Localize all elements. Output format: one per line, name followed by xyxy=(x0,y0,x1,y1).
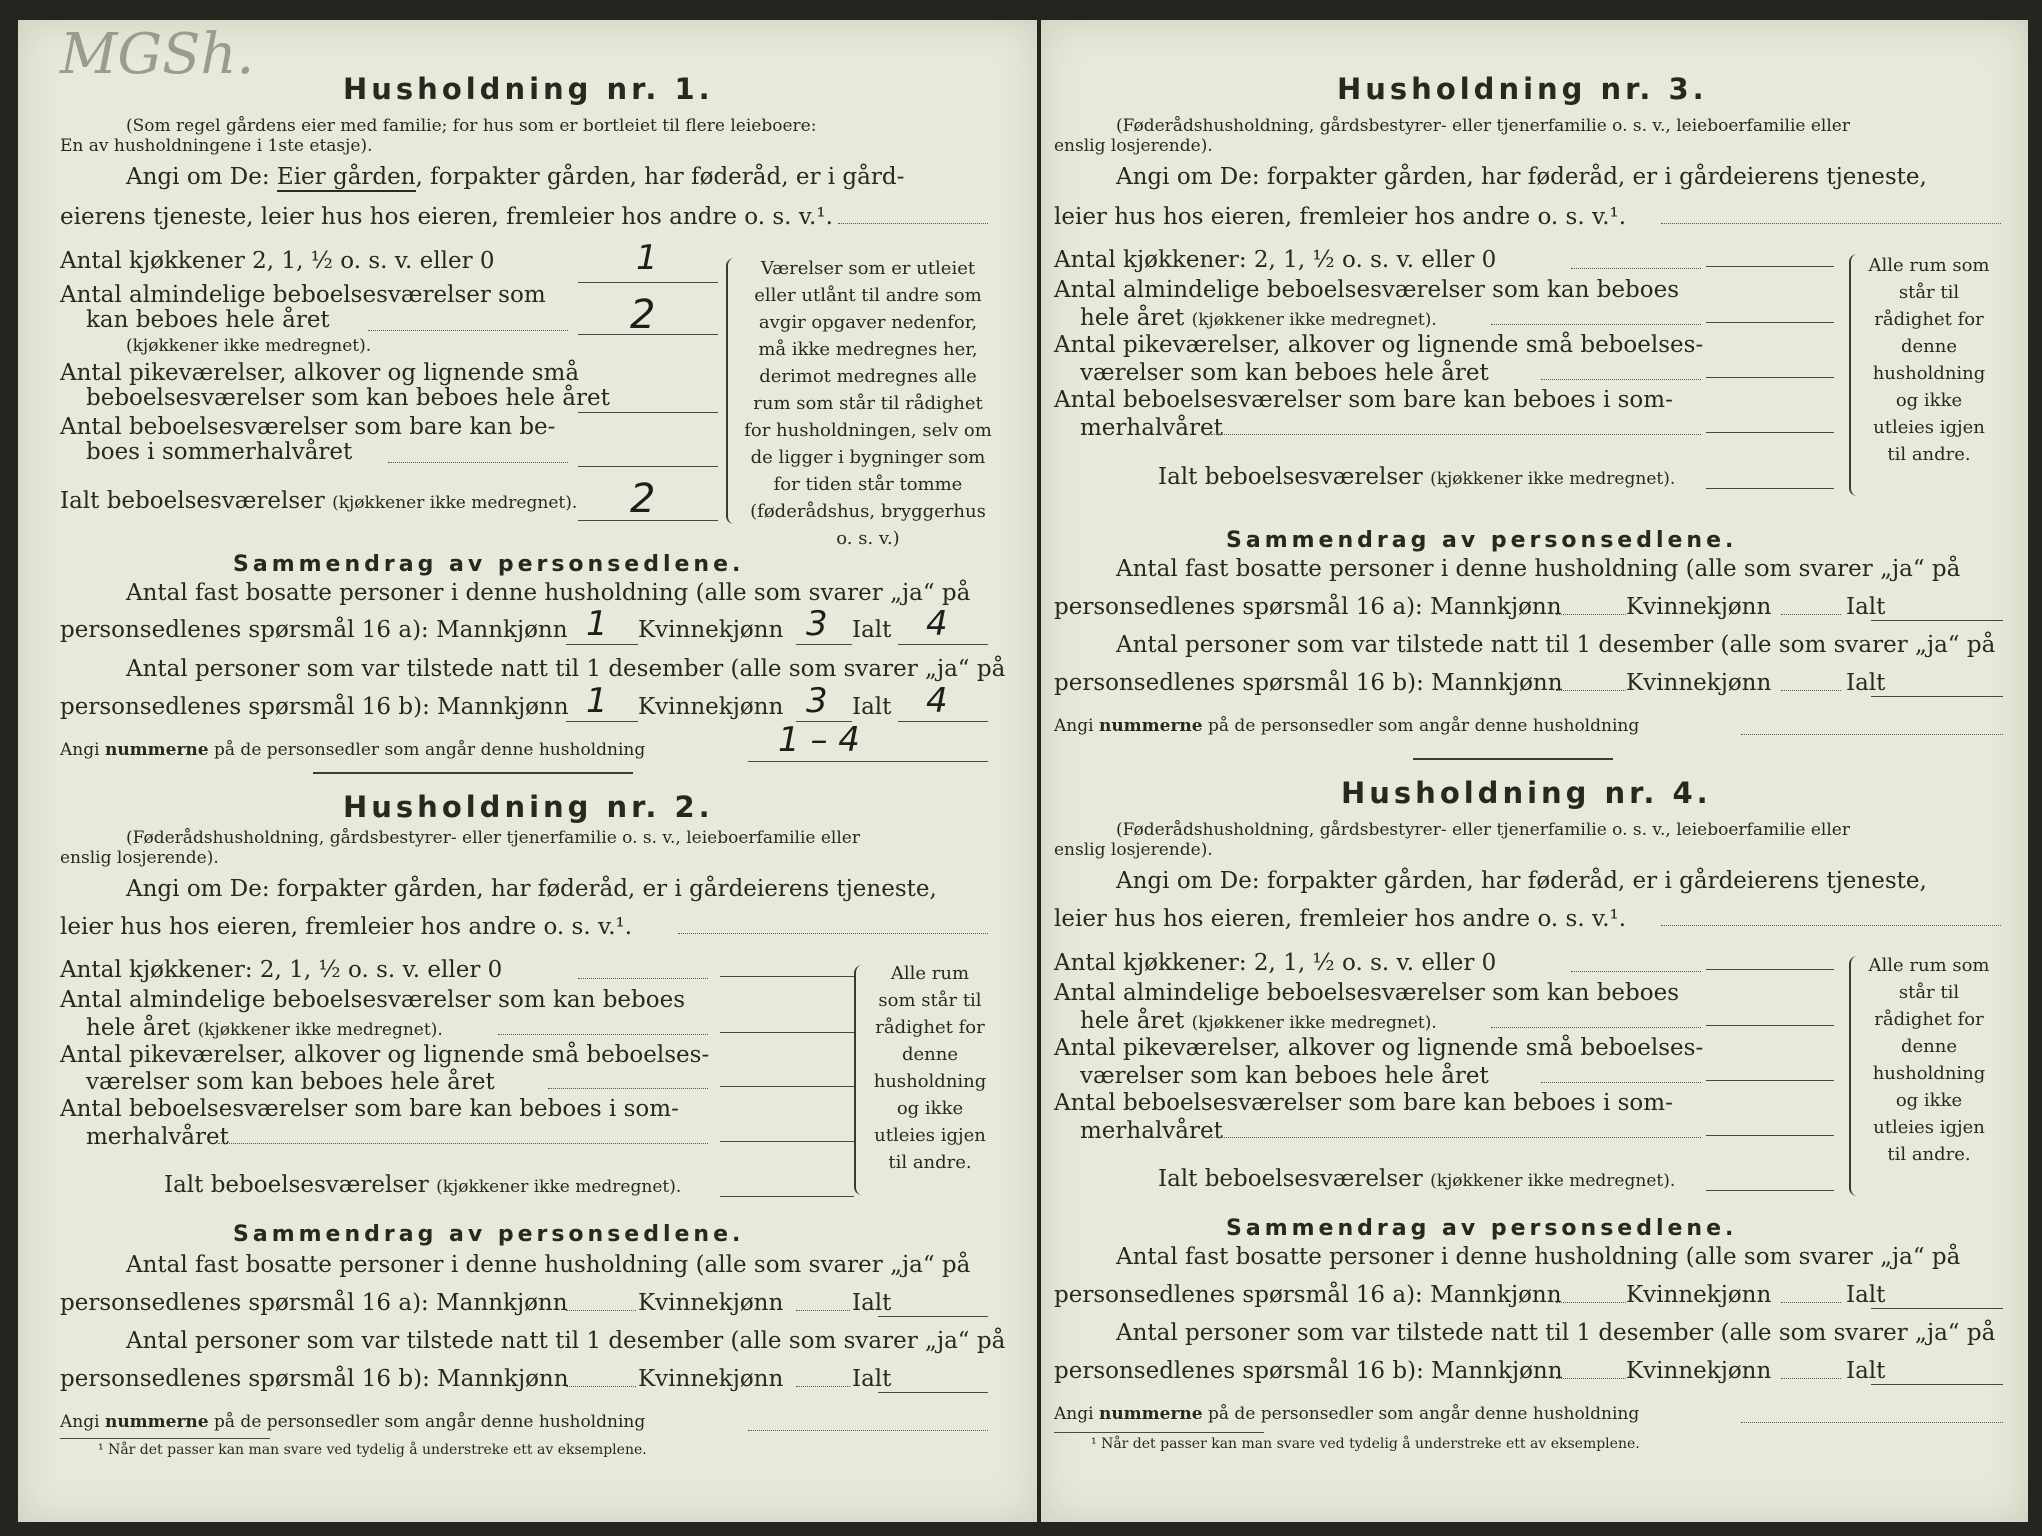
h3-separator xyxy=(1413,758,1613,760)
h1-q-rooms-3: (kjøkkener ikke medregnet). xyxy=(126,336,372,356)
h4-dots-1 xyxy=(1571,971,1701,972)
h3-line-16b-i xyxy=(1871,696,2003,697)
h4-brace-note: Alle rum som står til rådighet for denne husholdning og ikke utleies igjen til andre. xyxy=(1868,955,1990,1165)
h4-s2: personsedlenes spørsmål 16 a): Mannkjønn xyxy=(1054,1282,1562,1308)
h1-line-numbers xyxy=(748,761,988,762)
h3-line-5 xyxy=(1706,377,1834,378)
h1-s4: personsedlenes spørsmål 16 b): Mannkjønn xyxy=(60,694,569,720)
h4-line-16b-m xyxy=(1556,1378,1626,1379)
h2-s3: Antal personer som var tilstede natt til 1 desember (alle som svarer „ja“ på xyxy=(126,1328,1006,1354)
h2-dots-3 xyxy=(498,1034,708,1035)
h3-s2-ialt: Ialt xyxy=(1846,594,1886,620)
h2-foot-rule xyxy=(60,1438,270,1439)
h1-s2-label: personsedlenes spørsmål 16 a): Mannkjønn xyxy=(60,617,568,643)
h2-line-16b-i xyxy=(878,1392,988,1393)
h1-q-kitchen: Antal kjøkkener 2, 1, ½ o. s. v. eller 0 xyxy=(60,248,495,274)
h1-answer-total: 2 xyxy=(630,476,656,522)
h4-num-b: nummerne xyxy=(1098,1404,1203,1424)
h4-s2-kv: Kvinnekjønn xyxy=(1626,1282,1772,1308)
h2-angi-2: leier hus hos eieren, fremleier hos andre o. s. v.¹. xyxy=(60,914,633,940)
h3-summary-title: Sammendrag av personsedlene. xyxy=(1226,528,1738,553)
h4-num-c: på de personsedler som angår denne husholdning xyxy=(1208,1404,1640,1424)
h4-s2-ialt: Ialt xyxy=(1846,1282,1886,1308)
h2-title: Husholdning nr. 2. xyxy=(343,790,714,824)
h3-line-16a-k xyxy=(1781,614,1841,615)
h2-s2-ialt: Ialt xyxy=(852,1290,892,1316)
h1-dots-summer xyxy=(388,462,568,463)
h3-q3 xyxy=(1080,305,1437,331)
h1-s4-kv: Kvinnekjønn xyxy=(638,694,784,720)
h4-q3-b: (kjøkkener ikke medregnet). xyxy=(1191,1013,1437,1033)
h2-dots-7 xyxy=(218,1143,708,1144)
h4-q8-b: (kjøkkener ikke medregnet). xyxy=(1430,1171,1676,1191)
h4-title: Husholdning nr. 4. xyxy=(1341,776,1712,810)
h3-q3-b: (kjøkkener ikke medregnet). xyxy=(1191,310,1437,330)
h4-line-numbers xyxy=(1741,1422,2003,1423)
h1-angi-label: Angi om De: xyxy=(126,164,270,190)
h2-num-b: nummerne xyxy=(104,1412,209,1432)
h3-brace xyxy=(1849,254,1865,496)
h2-summary-title: Sammendrag av personsedlene. xyxy=(233,1222,745,1247)
h1-angi-answer: Eier gården xyxy=(276,164,416,190)
h3-q4: Antal pikeværelser, alkover og lignende små beboelses- xyxy=(1054,332,1704,358)
h2-s1: Antal fast bosatte personer i denne husholdning (alle som svarer „ja“ på xyxy=(126,1252,971,1278)
h3-s4-kv: Kvinnekjønn xyxy=(1626,670,1772,696)
h3-s3: Antal personer som var tilstede natt til 1 desember (alle som svarer „ja“ på xyxy=(1116,632,1996,658)
h3-numbers xyxy=(1054,716,1639,737)
h4-s4-ialt: Ialt xyxy=(1846,1358,1886,1384)
h1-dots-rooms xyxy=(368,330,568,331)
h1-num-b: nummerne xyxy=(104,740,209,760)
h3-s2: personsedlenes spørsmål 16 a): Mannkjønn xyxy=(1054,594,1562,620)
h4-dots-5 xyxy=(1541,1082,1701,1083)
h4-line-7 xyxy=(1706,1135,1834,1136)
h2-line-16b-k xyxy=(796,1386,850,1387)
h3-angi-2: leier hus hos eieren, fremleier hos andre o. s. v.¹. xyxy=(1054,204,1627,230)
h2-line-16b-m xyxy=(566,1386,636,1387)
h3-num-b: nummerne xyxy=(1098,716,1203,736)
h1-answer-16b-i: 4 xyxy=(926,681,948,721)
h3-line-16b-m xyxy=(1556,690,1626,691)
h4-q7: merhalvåret xyxy=(1080,1118,1223,1144)
h3-q6: Antal beboelsesværelser som bare kan beboes i som- xyxy=(1054,387,1673,413)
h4-angi-2: leier hus hos eieren, fremleier hos andre o. s. v.¹. xyxy=(1054,906,1627,932)
h1-s4-ialt: Ialt xyxy=(852,694,892,720)
h2-num-c: på de personsedler som angår denne husholdning xyxy=(214,1412,646,1432)
h4-q6: Antal beboelsesværelser som bare kan beboes i som- xyxy=(1054,1090,1673,1116)
h3-angi-dots xyxy=(1661,223,2001,224)
h2-q3 xyxy=(86,1015,443,1041)
h4-dots-3 xyxy=(1491,1027,1701,1028)
h3-q7: merhalvåret xyxy=(1080,415,1223,441)
h2-footnote: ¹ Når det passer kan man svare ved tydelig å understreke ett av eksemplene. xyxy=(98,1442,647,1458)
h3-s4-ialt: Ialt xyxy=(1846,670,1886,696)
h1-line-16a-k xyxy=(796,644,852,645)
h2-line-16a-m xyxy=(566,1310,636,1311)
h4-angi-dots xyxy=(1661,925,2001,926)
h2-q3-b: (kjøkkener ikke medregnet). xyxy=(197,1020,443,1040)
h4-q1: Antal kjøkkener: 2, 1, ½ o. s. v. eller 0 xyxy=(1054,950,1497,976)
h1-note-1: (Som regel gårdens eier med familie; for hus som er bortleiet til flere leieboere: xyxy=(126,116,817,136)
h2-q8 xyxy=(164,1172,681,1198)
h3-line-1 xyxy=(1706,266,1834,267)
right-page xyxy=(1041,20,2028,1522)
h3-s1: Antal fast bosatte personer i denne husholdning (alle som svarer „ja“ på xyxy=(1116,556,1961,582)
h1-num-a: Angi xyxy=(60,740,100,760)
h2-brace-note: Alle rum som står til rådighet for denne husholdning og ikke utleies igjen til andre. xyxy=(873,963,987,1173)
h1-answer-16a-i: 4 xyxy=(926,604,948,644)
h1-q-rooms-1: Antal almindelige beboelsesværelser som xyxy=(60,282,546,308)
h3-title: Husholdning nr. 3. xyxy=(1337,72,1708,106)
h3-q8-a: Ialt beboelsesværelser xyxy=(1158,464,1423,490)
h1-angi-line-2: eierens tjeneste, leier hus hos eieren, fremleier hos andre o. s. v.¹. xyxy=(60,204,833,230)
h2-line-3 xyxy=(720,1032,854,1033)
h1-s2-ialt: Ialt xyxy=(852,617,892,643)
h3-dots-5 xyxy=(1541,379,1701,380)
h1-brace xyxy=(726,258,742,524)
h2-q3-a: hele året xyxy=(86,1015,191,1041)
h1-line-16a-i xyxy=(898,644,988,645)
h2-line-7 xyxy=(720,1141,854,1142)
h2-q4: Antal pikeværelser, alkover og lignende små beboelses- xyxy=(60,1042,710,1068)
h1-summary-title: Sammendrag av personsedlene. xyxy=(233,552,745,577)
h3-note-2: enslig losjerende). xyxy=(1054,136,1213,156)
h1-brace-note: Værelser som er utleiet eller utlånt til andre som avgir opgaver nedenfor, må ikke medregnes her, derimot medregnes alle rum som står til rådighet for husholdningen, selv om de ligger i bygninger som for tiden står tomme (føderådshus, bryggerhus o. s. v.) xyxy=(744,258,992,549)
h4-q8-a: Ialt beboelsesværelser xyxy=(1158,1166,1423,1192)
h4-s4: personsedlenes spørsmål 16 b): Mannkjønn xyxy=(1054,1358,1563,1384)
h2-dots-1 xyxy=(578,978,708,979)
h2-angi-dots xyxy=(678,933,988,934)
h2-s4: personsedlenes spørsmål 16 b): Mannkjønn xyxy=(60,1366,569,1392)
h4-s4-kv: Kvinnekjønn xyxy=(1626,1358,1772,1384)
h1-separator xyxy=(313,772,633,774)
h2-line-5 xyxy=(720,1086,854,1087)
h2-q1: Antal kjøkkener: 2, 1, ½ o. s. v. eller 0 xyxy=(60,957,503,983)
h1-answer-rooms: 2 xyxy=(630,292,656,338)
h3-q5: værelser som kan beboes hele året xyxy=(1080,360,1489,386)
h4-dots-7 xyxy=(1211,1137,1701,1138)
h2-s2: personsedlenes spørsmål 16 a): Mannkjønn xyxy=(60,1290,568,1316)
h1-answer-16b-k: 3 xyxy=(806,681,828,721)
h1-q-maid-1: Antal pikeværelser, alkover og lignende små xyxy=(60,360,580,386)
h2-q6: Antal beboelsesværelser som bare kan beboes i som- xyxy=(60,1096,679,1122)
h1-line-16b-i xyxy=(898,721,988,722)
h1-q-total-label: Ialt beboelsesværelser xyxy=(60,488,325,514)
h2-num-a: Angi xyxy=(60,1412,100,1432)
h3-line-7 xyxy=(1706,432,1834,433)
h1-angi-dots xyxy=(838,223,988,224)
h1-s3: Antal personer som var tilstede natt til 1 desember (alle som svarer „ja“ på xyxy=(126,656,1006,682)
h4-q4: Antal pikeværelser, alkover og lignende små beboelses- xyxy=(1054,1035,1704,1061)
h4-q5: værelser som kan beboes hele året xyxy=(1080,1063,1489,1089)
h3-dots-7 xyxy=(1211,434,1701,435)
h4-brace xyxy=(1849,956,1865,1196)
h4-q8 xyxy=(1158,1166,1675,1192)
h3-s2-kv: Kvinnekjønn xyxy=(1626,594,1772,620)
h2-q2: Antal almindelige beboelsesværelser som kan beboes xyxy=(60,987,686,1013)
h4-line-3 xyxy=(1706,1025,1834,1026)
h4-footnote: ¹ Når det passer kan man svare ved tydelig å understreke ett av eksemplene. xyxy=(1091,1436,1640,1452)
h4-angi-1: Angi om De: forpakter gården, har føderåd, er i gårdeierens tjeneste, xyxy=(1116,868,1927,894)
h1-angi-rest: , forpakter gården, har føderåd, er i gård- xyxy=(415,164,905,190)
h2-s4-kv: Kvinnekjønn xyxy=(638,1366,784,1392)
h4-q2: Antal almindelige beboelsesværelser som kan beboes xyxy=(1054,980,1680,1006)
h2-q7: merhalvåret xyxy=(86,1124,229,1150)
h1-q-total-note: (kjøkkener ikke medregnet). xyxy=(332,493,578,513)
h2-q8-b: (kjøkkener ikke medregnet). xyxy=(436,1177,682,1197)
h3-q2: Antal almindelige beboelsesværelser som kan beboes xyxy=(1054,277,1680,303)
archive-stamp: MGSh. xyxy=(60,22,255,87)
h1-num-c: på de personsedler som angår denne husholdning xyxy=(214,740,646,760)
h3-num-c: på de personsedler som angår denne husholdning xyxy=(1208,716,1640,736)
h1-q-rooms-2: kan beboes hele året xyxy=(86,307,330,333)
h4-summary-title: Sammendrag av personsedlene. xyxy=(1226,1216,1738,1241)
h2-q8-a: Ialt beboelsesværelser xyxy=(164,1172,429,1198)
h4-note-2: enslig losjerende). xyxy=(1054,840,1213,860)
h4-line-16b-k xyxy=(1781,1378,1841,1379)
h3-dots-3 xyxy=(1491,324,1701,325)
h3-angi-1: Angi om De: forpakter gården, har føderåd, er i gårdeierens tjeneste, xyxy=(1116,164,1927,190)
h4-line-16b-i xyxy=(1871,1384,2003,1385)
h4-q3-a: hele året xyxy=(1080,1008,1185,1034)
h3-line-8 xyxy=(1706,488,1834,489)
h1-q-summer-2: boes i sommerhalvåret xyxy=(86,439,353,465)
h4-num-a: Angi xyxy=(1054,1404,1094,1424)
h3-s4: personsedlenes spørsmål 16 b): Mannkjønn xyxy=(1054,670,1563,696)
h2-line-16a-k xyxy=(796,1310,850,1311)
h4-note-1: (Føderådshusholdning, gårdsbestyrer- eller tjenerfamilie o. s. v., leieboerfamilie eller xyxy=(1116,820,1850,840)
h1-answer-numbers: 1 – 4 xyxy=(778,720,860,760)
h2-q5: værelser som kan beboes hele året xyxy=(86,1069,495,1095)
h2-line-1 xyxy=(720,976,854,977)
h1-numbers xyxy=(60,740,645,761)
left-page xyxy=(18,20,1037,1522)
h4-s1: Antal fast bosatte personer i denne husholdning (alle som svarer „ja“ på xyxy=(1116,1244,1961,1270)
h1-line-kitchen xyxy=(578,282,718,283)
h1-line-16a-m xyxy=(566,644,638,645)
h1-line-summer xyxy=(578,466,718,467)
h3-q1: Antal kjøkkener: 2, 1, ½ o. s. v. eller 0 xyxy=(1054,247,1497,273)
h4-line-5 xyxy=(1706,1080,1834,1081)
h2-s4-ialt: Ialt xyxy=(852,1366,892,1392)
h3-q8-b: (kjøkkener ikke medregnet). xyxy=(1430,469,1676,489)
h1-answer-kitchen: 1 xyxy=(636,238,658,278)
h3-line-16b-k xyxy=(1781,690,1841,691)
h2-numbers xyxy=(60,1412,645,1433)
h1-q-summer-1: Antal beboelsesværelser som bare kan be- xyxy=(60,414,556,440)
h2-s2-kv: Kvinnekjønn xyxy=(638,1290,784,1316)
h2-line-16a-i xyxy=(878,1316,988,1317)
h4-line-1 xyxy=(1706,969,1834,970)
h1-angi-line-1 xyxy=(126,164,904,190)
h2-brace xyxy=(854,965,870,1195)
h2-dots-5 xyxy=(548,1088,708,1089)
h1-s1: Antal fast bosatte personer i denne husholdning (alle som svarer „ja“ på xyxy=(126,580,971,606)
h4-numbers xyxy=(1054,1404,1639,1425)
h3-q8 xyxy=(1158,464,1675,490)
h1-q-maid-2: beboelsesværelser som kan beboes hele året xyxy=(86,385,610,411)
h4-q3 xyxy=(1080,1008,1437,1034)
h2-angi-1: Angi om De: forpakter gården, har føderåd, er i gårdeierens tjeneste, xyxy=(126,876,937,902)
h1-line-16b-m xyxy=(566,721,638,722)
h4-line-16a-m xyxy=(1556,1302,1626,1303)
h3-brace-note: Alle rum som står til rådighet for denne husholdning og ikke utleies igjen til andre. xyxy=(1868,255,1990,465)
h4-foot-rule xyxy=(1054,1432,1264,1433)
h4-s3: Antal personer som var tilstede natt til 1 desember (alle som svarer „ja“ på xyxy=(1116,1320,1996,1346)
h1-answer-16a-m: 1 xyxy=(586,604,608,644)
h3-num-a: Angi xyxy=(1054,716,1094,736)
h2-line-8 xyxy=(720,1196,854,1197)
h4-line-16a-i xyxy=(1871,1308,2003,1309)
h3-line-numbers xyxy=(1741,734,2003,735)
h4-line-8 xyxy=(1706,1190,1834,1191)
h2-note-2: enslig losjerende). xyxy=(60,848,219,868)
h1-note-2: En av husholdningene i 1ste etasje). xyxy=(60,136,373,156)
h2-note-1: (Føderådshusholdning, gårdsbestyrer- eller tjenerfamilie o. s. v., leieboerfamilie eller xyxy=(126,828,860,848)
h1-line-maid xyxy=(578,412,718,413)
h1-answer-16b-m: 1 xyxy=(586,681,608,721)
h1-s2 xyxy=(60,617,568,643)
h3-note-1: (Føderådshusholdning, gårdsbestyrer- eller tjenerfamilie o. s. v., leieboerfamilie eller xyxy=(1116,116,1850,136)
h3-line-3 xyxy=(1706,322,1834,323)
h3-line-16a-i xyxy=(1871,620,2003,621)
h1-title: Husholdning nr. 1. xyxy=(343,72,714,106)
h1-q-total xyxy=(60,488,577,514)
h3-q3-a: hele året xyxy=(1080,305,1185,331)
h1-s2-kv: Kvinnekjønn xyxy=(638,617,784,643)
h4-line-16a-k xyxy=(1781,1302,1841,1303)
h3-dots-1 xyxy=(1571,268,1701,269)
h3-line-16a-m xyxy=(1556,614,1626,615)
h1-answer-16a-k: 3 xyxy=(806,604,828,644)
h2-line-numbers xyxy=(748,1430,988,1431)
